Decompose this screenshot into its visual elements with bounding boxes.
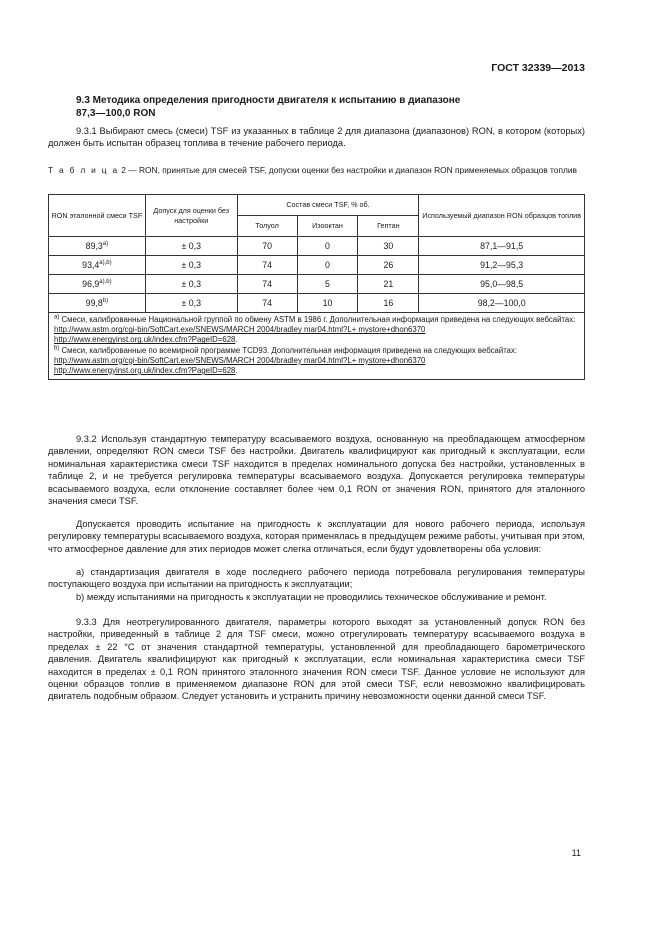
cell-isooctane: 10 — [297, 294, 358, 313]
header-toluene: Толуол — [237, 216, 297, 237]
cell-isooctane: 0 — [297, 237, 358, 256]
table-caption-text: 2 — RON, принятые для смесей TSF, допуски оценки без настройки и диапазон RON применяемых образцов топлив — [118, 165, 578, 175]
paragraph-allowed: Допускается проводить испытание на пригодность к эксплуатации для нового рабочего периода, используя регулировку температуры всасываемого воздуха, которая применялась в предыдущем режиме работы, учитывая при этом, что атмосферное давление для этих периодов может слегка отличаться, если будут удовлетворены оба условия: — [48, 519, 585, 554]
table-notes-row — [49, 313, 585, 380]
cell-toluene: 74 — [237, 256, 297, 275]
page-number: 11 — [571, 848, 581, 858]
cell-range: 98,2—100,0 — [419, 294, 585, 313]
list-item-a: а) стандартизация двигателя в ходе последнего рабочего периода потребовала регулирования температуры поступающего воздуха при испытании на пригодность к эксплуатации; — [48, 567, 585, 590]
cell-ron: $96,9^{a),b)}$ — [49, 275, 146, 294]
note-b-link-energyinst[interactable]: http://www.energyinst.org.uk/index.cfm?PageID=628 — [54, 366, 236, 376]
table-notes: $^{a)}$ Смеси, калиброванные Национальной группой по обмену ASTM в 1986 г. Дополнительная информация приведена на следующих вебсайтах: http://www.astm.org/cgi-bin/SoftCart.exe/SNEWS/MARCH 2004/bradley mar04.html?L+ mystore+dhon6370 http://www.energyinst.org.uk/index.cfm?PageID=628. $^{b)}$ Смеси, калиброванные по всемирной программе TCD93. Дополнительная информация приведена на следующих вебсайтах: http://www.astm.org/cgi-bin/SoftCart.exe/SNEWS/MARCH 2004/bradley mar04.html?L+ mystore+dhon6370 http://www.energyinst.org.uk/index.cfm?PageID=628. — [49, 313, 585, 380]
note-b-link-astm[interactable]: http://www.astm.org/cgi-bin/SoftCart.exe/SNEWS/MARCH 2004/bradley mar04.html?L+ mystore+dhon6370 — [54, 355, 426, 365]
cell-range: 87,1—91,5 — [419, 237, 585, 256]
cell-tolerance: ± 0,3 — [145, 237, 237, 256]
standard-code: ГОСТ 32339—2013 — [491, 62, 585, 74]
cell-isooctane: 0 — [297, 256, 358, 275]
table-row — [49, 275, 585, 294]
header-ron: RON эталонной смеси TSF — [49, 195, 146, 237]
note-a: $^{a)}$ Смеси, калиброванные Национальной группой по обмену ASTM в 1986 г. Дополнительная информация приведена на следующих вебсайтах: — [54, 314, 576, 324]
paragraph-9-3-3: 9.3.3 Для неотрегулированного двигателя, параметры которого выходят за установленный допуск RON без настройки, приведенный в таблице 2 для TSF смеси, можно отрегулировать температуру всасываемого воздуха в пределах ± 22 °С от значения стандартной температуры, установленной для преобладающего барометрического давления. Двигатель квалифицируют как пригодный к эксплуатации, если номинальная характеристика смеси TSF находится в пределах ± 0,1 RON принятого эталонного значения RON смеси TSF. Данное условие не используют для оценки образцов топлив в применяемом диапазоне RON для этой смеси TSF, если невозможно квалифицировать двигатель подобным образом. Следует установить и устранить причину невозможности оценки данной смеси TSF. — [48, 617, 585, 702]
table-row — [49, 256, 585, 275]
cell-heptane: 16 — [358, 294, 419, 313]
cell-range: 95,0—98,5 — [419, 275, 585, 294]
tsf-table — [48, 194, 585, 380]
cell-tolerance: ± 0,3 — [145, 256, 237, 275]
list-item-b: b) между испытаниями на пригодность к эксплуатации не проводились техническое обслуживание и ремонт. — [76, 592, 547, 602]
cell-tolerance: ± 0,3 — [145, 275, 237, 294]
cell-heptane: 30 — [358, 237, 419, 256]
header-composition: Состав смеси TSF, % об. — [237, 195, 419, 216]
cell-toluene: 74 — [237, 294, 297, 313]
cell-heptane: 26 — [358, 256, 419, 275]
note-a-link-astm[interactable]: http://www.astm.org/cgi-bin/SoftCart.exe/SNEWS/MARCH 2004/bradley mar04.html?L+ mystore+dhon6370 — [54, 325, 426, 335]
section-heading — [76, 94, 586, 120]
cell-toluene: 74 — [237, 275, 297, 294]
cell-heptane: 21 — [358, 275, 419, 294]
cell-toluene: 70 — [237, 237, 297, 256]
header-tolerance: Допуск для оценки без настройки — [145, 195, 237, 237]
cell-ron: 89,3$^{a)}$ — [49, 237, 146, 256]
cell-ron: $93,4^{a),b)}$ — [49, 256, 146, 275]
cell-ron: 99,8$^{b)}$ — [49, 294, 146, 313]
cell-isooctane: 5 — [297, 275, 358, 294]
header-range: Используемый диапазон RON образцов топлив — [419, 195, 585, 237]
section-heading-line2: 87,3—100,0 RON — [76, 108, 156, 119]
cell-range: 91,2—95,3 — [419, 256, 585, 275]
paragraph-9-3-1: 9.3.1 Выбирают смесь (смеси) TSF из указанных в таблице 2 для диапазона (диапазонов) RON, в котором (которых) должен быть испытан образец топлива в течение рабочего периода. — [48, 126, 585, 149]
table-row — [49, 237, 585, 256]
note-b: $^{b)}$ Смеси, калиброванные по всемирной программе TCD93. Дополнительная информация приведена на следующих вебсайтах: — [54, 345, 518, 355]
header-isooctane: Изооктан — [297, 216, 358, 237]
cell-tolerance: ± 0,3 — [145, 294, 237, 313]
table-caption — [48, 165, 585, 177]
table-caption-prefix: Т а б л и ц а — [48, 165, 119, 175]
section-heading-line1: 9.3 Методика определения пригодности двигателя к испытанию в диапазоне — [76, 95, 461, 106]
table-row — [49, 294, 585, 313]
header-heptane: Гептан — [358, 216, 419, 237]
note-a-link-energyinst[interactable]: http://www.energyinst.org.uk/index.cfm?PageID=628 — [54, 335, 236, 345]
paragraph-9-3-2: 9.3.2 Используя стандартную температуру всасываемого воздуха, основанную на преобладающем атмосферном давлении, определяют RON смеси TSF без настройки. Двигатель квалифицируют как пригодный к эксплуатации, если номинальная характеристика смеси TSF находится в пределах номинального допуска без настройки, установленных в таблице 2, и не требуется регулировка температуры всасываемого воздуха. Допускается регулировка температуры всасываемого воздуха, если отклонение составляет более чем 0,1 RON от значения RON, принятого для эталонного значения смеси TSF. — [48, 434, 585, 507]
